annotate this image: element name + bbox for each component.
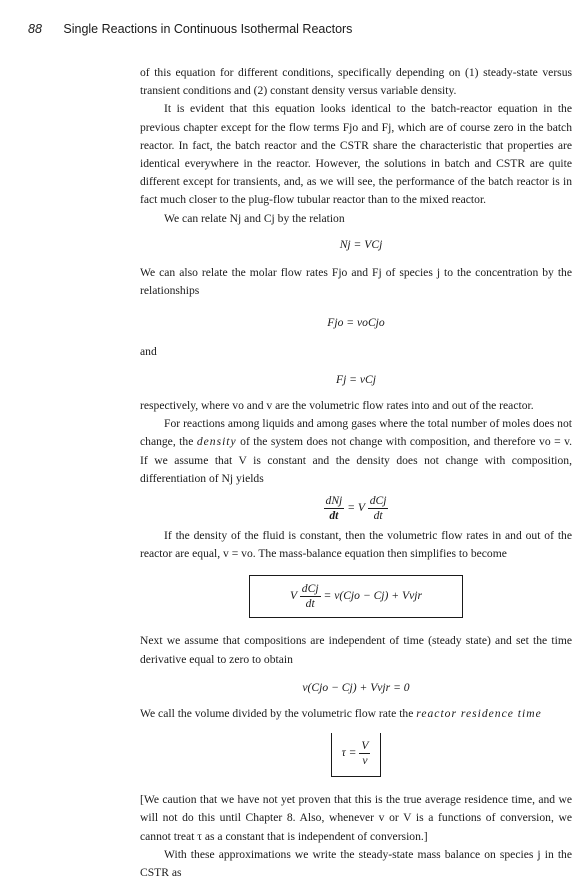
frac-dcj-dt: $\frac{\text{dCj}}{dt}$ (369, 494, 387, 523)
frac-v-over-v: $\frac{V}{v}$ (361, 739, 369, 768)
boxed-tau: τ = $\frac{V}{v}$ (140, 733, 572, 777)
paragraph-6: For reactions among liquids and among gases where the total number of moles does not change, the density of the system does not change with composition, and therefore vo = v. If we assume that V is constant and the density does not change with composition, differentiation of Nj yields (140, 417, 573, 485)
word-and: and (140, 344, 157, 358)
frac-dnj-dt: $\frac{\text{dNj}}{dt}$ (325, 494, 343, 523)
boxed-mass-balance: V $\frac{\text{dCj}}{dt}$ = v(Cjo − Cj) + Vνjr (140, 575, 572, 618)
paragraph-8: Next we assume that compositions are independent of time (steady state) and set the time derivative equal to zero to obtain (140, 634, 572, 666)
frac-dcj-dt-boxed: $\frac{\text{dCj}}{dt}$ (301, 582, 319, 611)
paragraph-9: We call the volume divided by the volumetric flow rate the reactor residence time (140, 707, 542, 721)
running-title: Single Reactions in Continuous Isothermal Reactors (63, 22, 353, 36)
paragraph-4: We can also relate the molar flow rates Fjo and Fj of species j to the concentration by the relationships (140, 266, 572, 298)
paragraph-11: With these approximations we write the steady-state mass balance on species j in the CSTR as (140, 847, 572, 880)
paragraph-10: [We caution that we have not yet proven that this is the true average residence time, and we will not do this until Chapter 8. Also, whenever v or V is a functions of conversion, we cannot treat τ as a constant that is independent of conversion.] (140, 793, 572, 843)
term-density: density (196, 435, 237, 449)
term-residence-time: reactor residence time (416, 707, 542, 721)
paragraph-5: respectively, where vo and v are the volumetric flow rates into and out of the reactor. (140, 399, 534, 413)
equation-fjo: Fjo = voCjo (327, 316, 385, 330)
paragraph-3: We can relate Nj and Cj by the relation (164, 211, 345, 225)
equation-steady-state: v(Cjo − Cj) + Vνjr = 0 (302, 680, 410, 694)
page-body (140, 64, 572, 882)
paragraph-2: It is evident that this equation looks identical to the batch-reactor equation in the previous chapter except for the flow terms Fjo and Fj, which are of course zero in the batch reactor. In fact, the batch reactor and the CSTR share the characteristic that properties are identical everywhere in the reactor. However, the solutions in batch and CSTR are quite different except for transients, and, as we will see, the performance of the batch reactor is in fact much closer to the plug-flow tubular reactor than to the mixed reactor. (140, 102, 572, 207)
equation-derivative: $\frac{\text{dNj}}{dt}$ = V $\frac{\text{dCj}}{dt}$ (325, 494, 387, 523)
paragraph-7: If the density of the fluid is constant, then the volumetric flow rates in and out of the reactor are equal, v = vo. The mass-balance equation then simplifies to become (140, 529, 572, 561)
equation-nj-vcj: Nj = VCj (339, 237, 383, 251)
running-header (28, 22, 352, 36)
equation-fj: Fj = vCj (335, 372, 377, 386)
paragraph-1: of this equation for different conditions, specifically depending on (1) steady-state versus transient conditions and (2) constant density versus variable density. (140, 66, 572, 98)
page-number: 88 (28, 22, 42, 36)
